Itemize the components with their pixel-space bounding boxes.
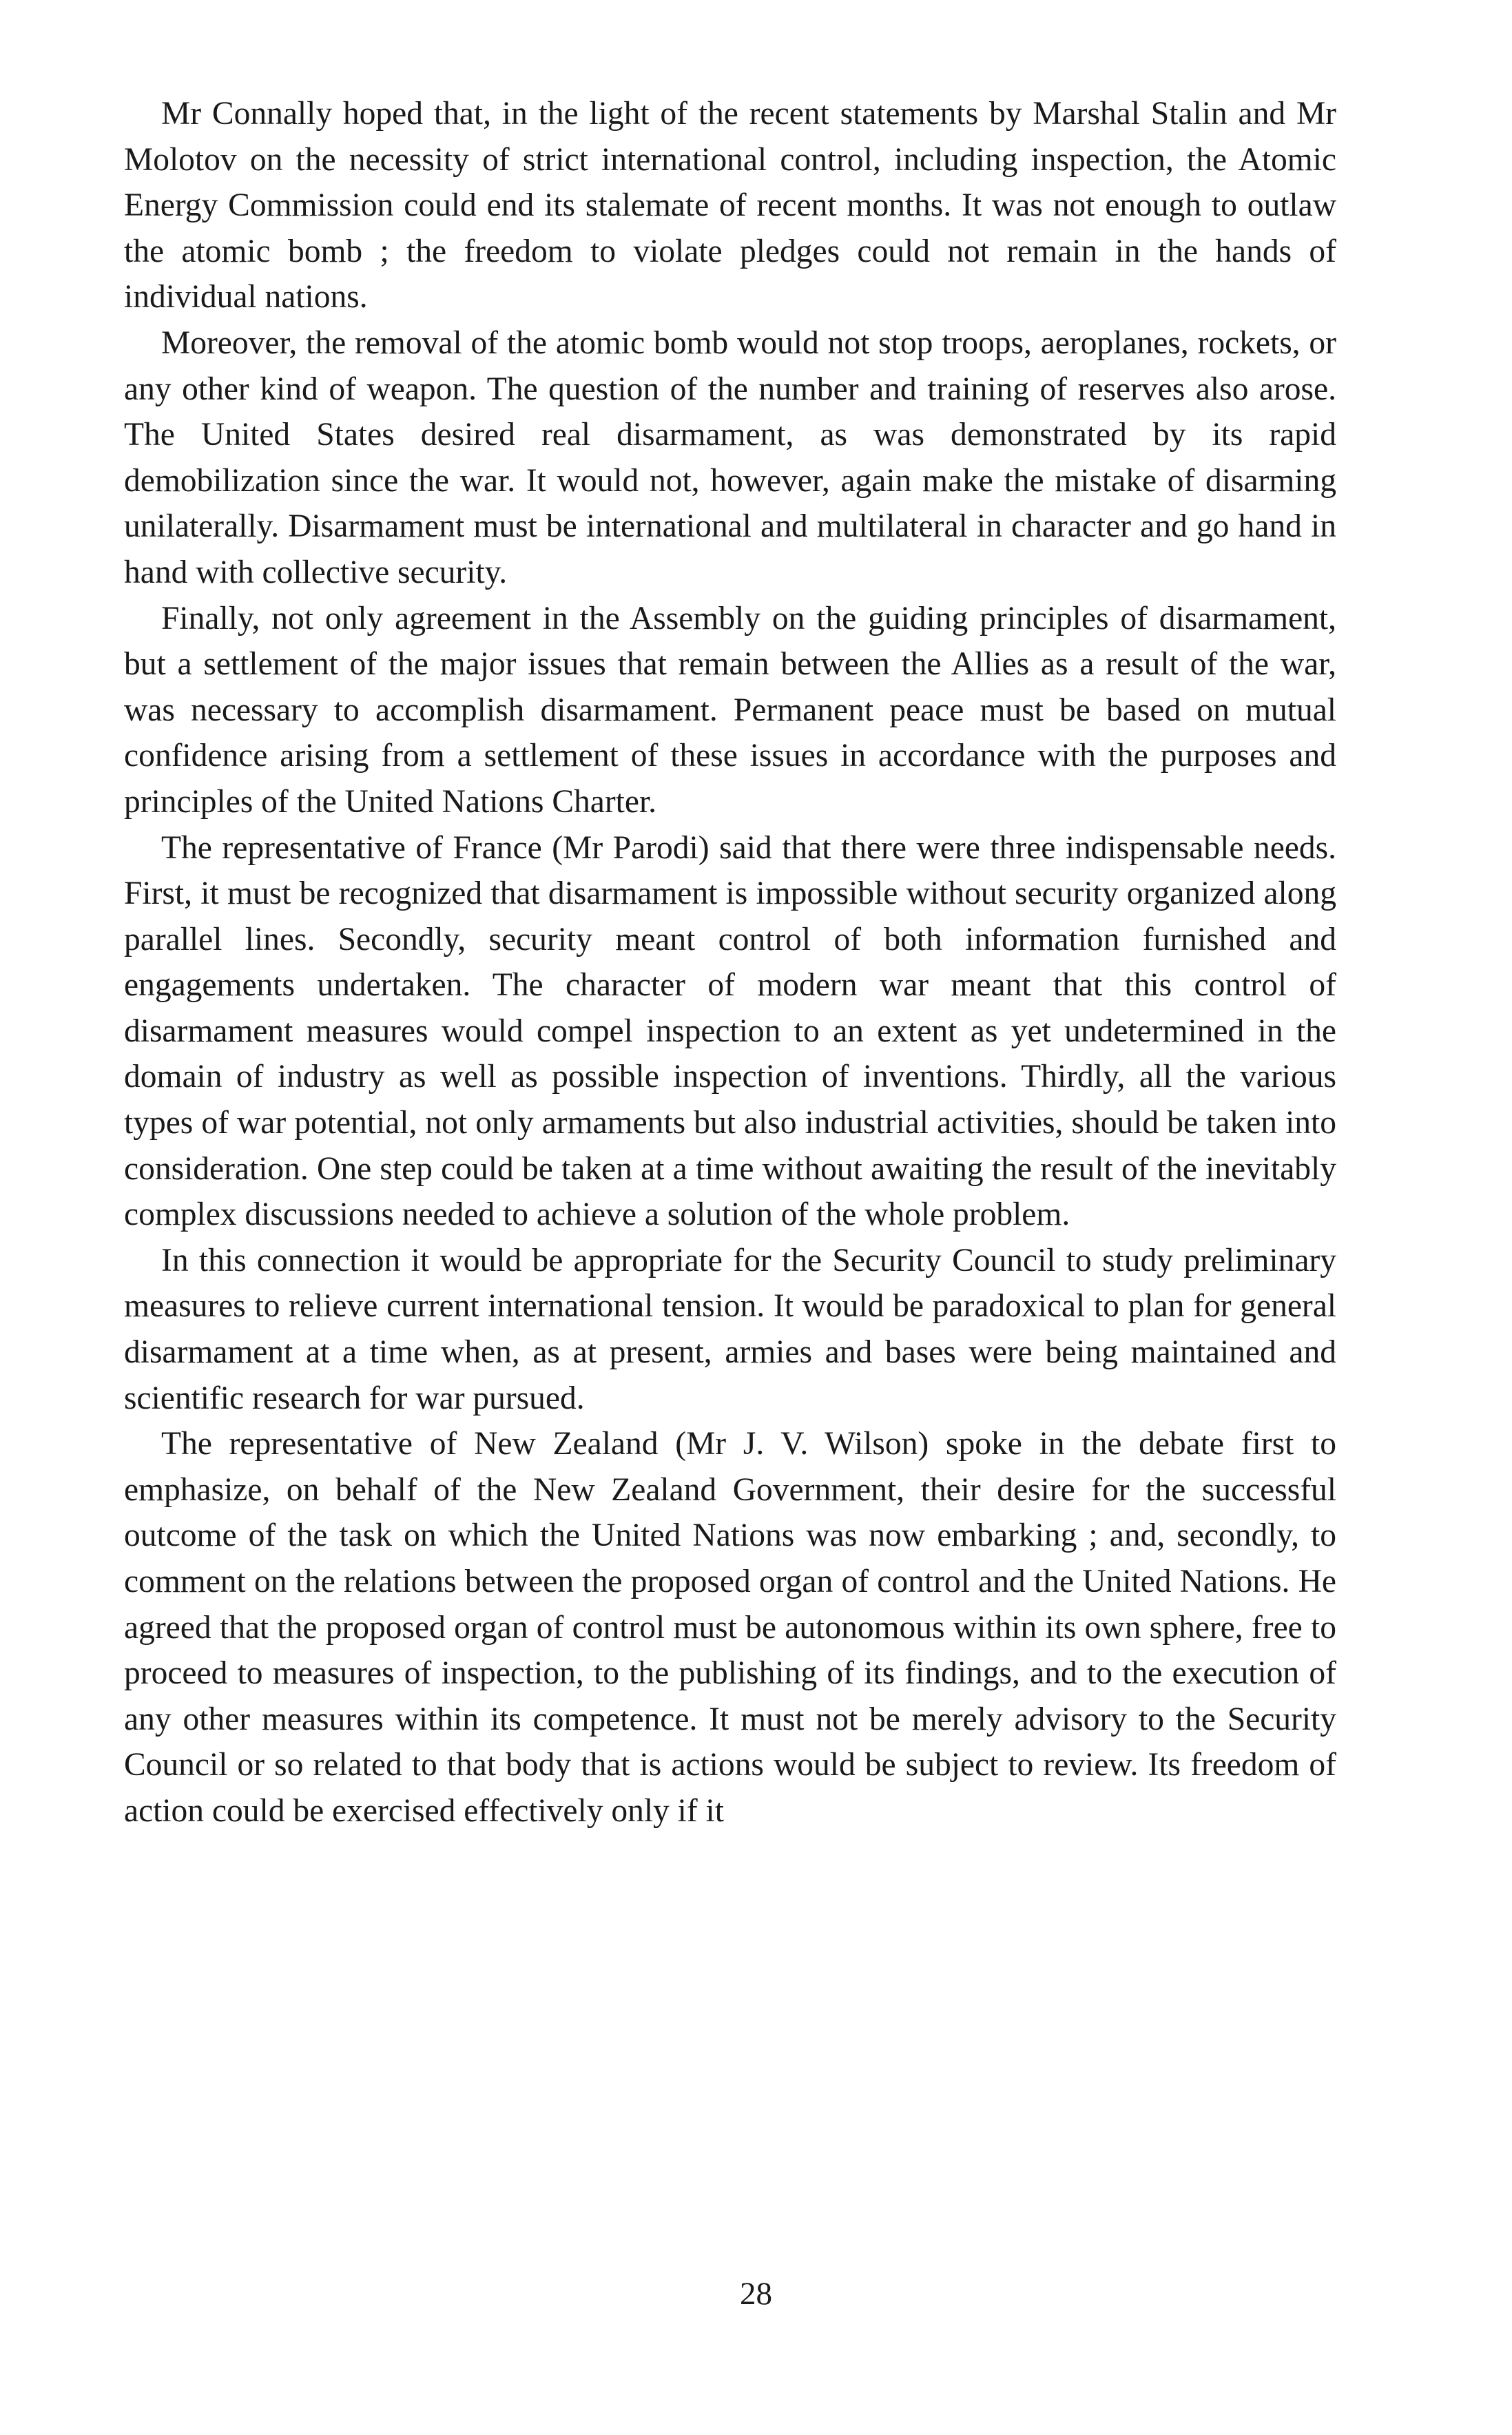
paragraph-real-disarmament: Moreover, the removal of the atomic bomb would not stop troops, aeroplanes, rockets, or any other kind of weapon. The question of the number and training of reserves also arose. The United States desired real disarmament, as was demonstrated by its rapid demobilization since the war. It would not, however, again make the mistake of disarming unilaterally. Disarmament must be international and multilateral in character and go hand in hand with collective security. [124,324,1336,590]
page-body [124,91,1336,1834]
paragraph-new-zealand-organ-of-control: The representative of New Zealand (Mr J. V. Wilson) spoke in the debate first to emphasize, on behalf of the New Zealand Government, their desire for the successful outcome of the task on which the United Nations was now embarking ; and, secondly, to comment on the relations between the proposed organ of control and the United Nations. He agreed that the proposed organ of control must be autonomous within its own sphere, free to proceed to measures of inspection, to the publishing of its findings, and to the execution of any other measures within its competence. It must not be merely advisory to the Security Council or so related to that body that is actions would be subject to review. Its freedom of action could be exercised effectively only if it [124,1426,1336,1829]
paragraph-settlement-of-issues: Finally, not only agreement in the Assembly on the guiding principles of disarmament, but a settlement of the major issues that remain between the Allies as a result of the war, was necessary to accomplish disarmament. Permanent peace must be based on mutual confidence arising from a settlement of these issues in accordance with the purposes and principles of the United Nations Charter. [124,600,1336,820]
paragraph-security-council-measures: In this connection it would be appropriate for the Security Council to study preliminary measures to relieve current international tension. It would be paradoxical to plan for general disarmament at a time when, as at present, armies and bases were being maintained and scientific research for war pursued. [124,1242,1336,1416]
paragraph-connally-atomic-control: Mr Connally hoped that, in the light of the recent statements by Marshal Stalin and Mr Molotov on the necessity of strict international control, including inspection, the Atomic Energy Commission could end its stalemate of recent months. It was not enough to outlaw the atomic bomb ; the freedom to violate pledges could not remain in the hands of individual nations. [124,96,1336,315]
paragraph-france-three-needs: The representative of France (Mr Parodi) said that there were three indispensable needs. First, it must be recognized that disarmament is impossible without security organized along parallel lines. Secondly, security meant control of both information furnished and engagements undertaken. The character of modern war meant that this control of disarmament measures would compel inspection to an extent as yet undetermined in the domain of industry as well as possible inspection of inventions. Thirdly, all the various types of war potential, not only armaments but also industrial activities, should be taken into consideration. One step could be taken at a time without awaiting the result of the inevitably complex discussions needed to achieve a solution of the whole problem. [124,829,1336,1233]
page-number: 28 [740,2276,772,2312]
